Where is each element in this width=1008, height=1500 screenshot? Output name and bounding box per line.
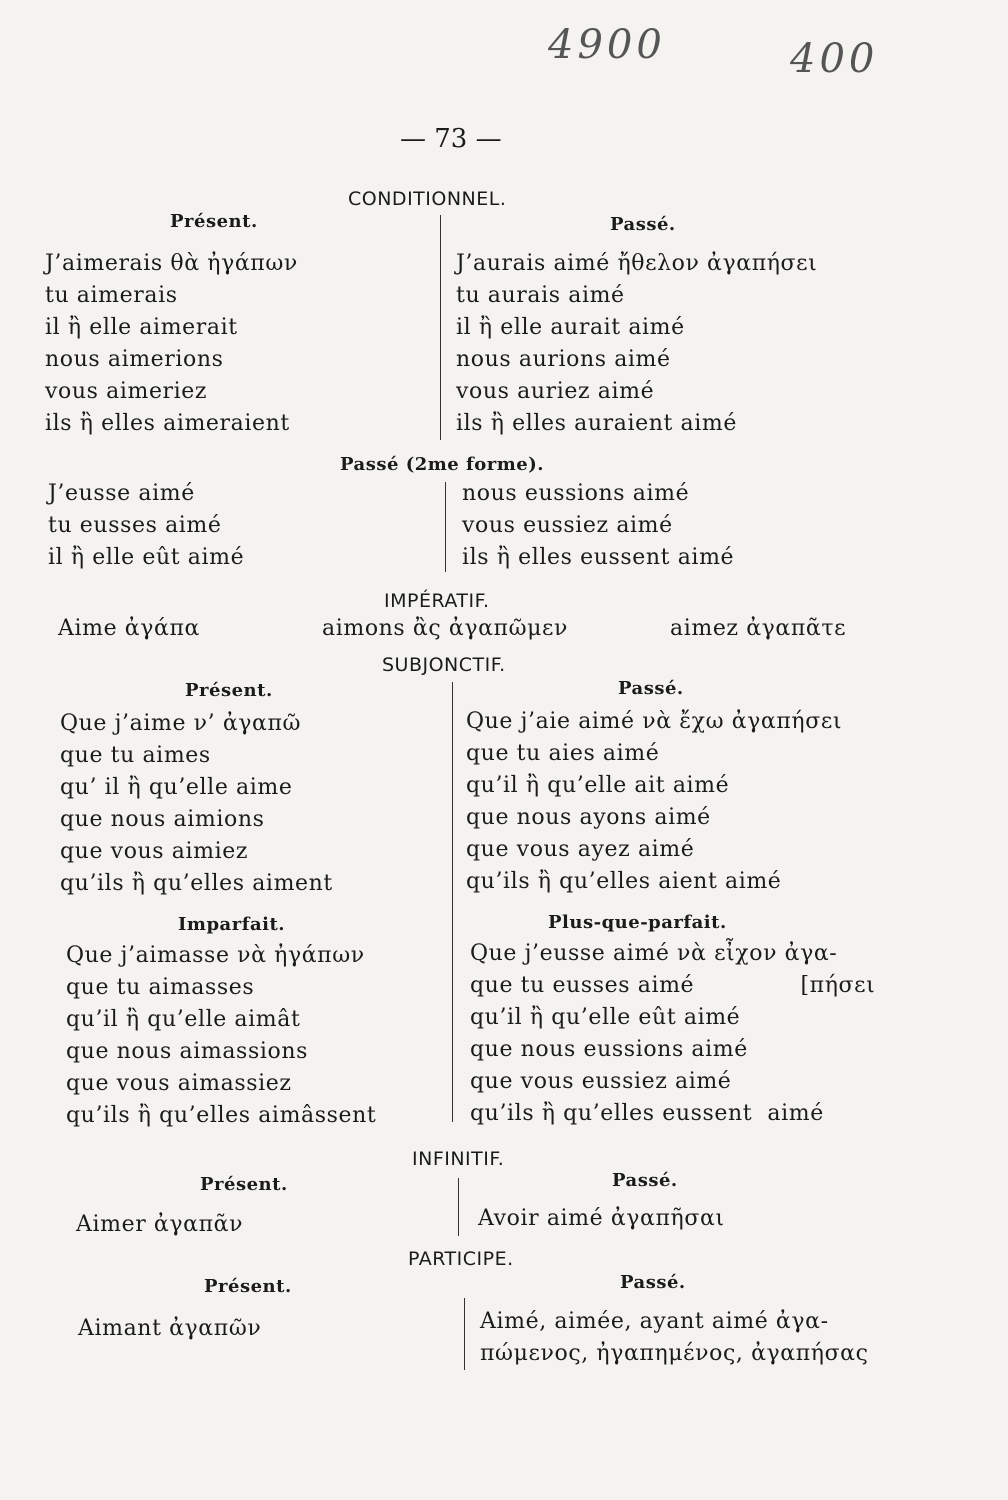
list-item: que tu aies aimé: [466, 741, 660, 766]
list-item: tu eusses aimé: [48, 513, 222, 538]
list-item: J’aurais aimé ἤθελον ἀγαπήσει: [456, 251, 818, 276]
list-item: nous eussions aimé: [462, 481, 690, 506]
column-divider: [445, 482, 446, 572]
list-item: qu’ils ἢ qu’elles aimâssent: [66, 1103, 377, 1128]
list-item: vous eussiez aimé: [462, 513, 673, 538]
list-item: que tu aimes: [60, 743, 211, 768]
handwritten-note-right: 400: [790, 36, 879, 82]
subjonctif-plusqueparfait-label: Plus-que-parfait.: [548, 912, 727, 933]
column-divider: [464, 1298, 465, 1370]
list-item: Que j’aimasse νὰ ἠγάπων: [66, 943, 365, 968]
list-item: tu aurais aimé: [456, 283, 625, 308]
passe-2e-forme-label: Passé (2me forme).: [340, 454, 545, 475]
passe2-right-list: [462, 478, 734, 574]
subjonctif-passe-label: Passé.: [618, 678, 684, 699]
conditionnel-heading: CONDITIONNEL.: [348, 188, 507, 210]
list-item: nous aurions aimé: [456, 347, 671, 372]
subjonctif-imparfait-list: [66, 940, 376, 1132]
list-item: que vous eussiez aimé: [470, 1069, 732, 1094]
list-item: qu’ils ἢ qu’elles aiment: [60, 871, 333, 896]
subjonctif-imparfait-label: Imparfait.: [178, 914, 286, 935]
list-item: que nous eussions aimé: [470, 1037, 748, 1062]
list-item: qu’ il ἢ qu’elle aime: [60, 775, 293, 800]
list-item: que tu eusses aimé [πήσει: [470, 973, 876, 998]
list-item: il ἢ elle eût aimé: [48, 545, 245, 570]
subjonctif-heading: SUBJONCTIF.: [382, 654, 506, 676]
list-item: que vous aimiez: [60, 839, 249, 864]
participe-heading: PARTICIPE.: [408, 1248, 514, 1270]
conditionnel-present-list: [45, 248, 298, 440]
imperatif-item: aimons ἂς ἀγαπῶμεν: [322, 616, 569, 641]
infinitif-present: Aimer ἀγαπᾶν: [76, 1212, 244, 1237]
list-item: tu aimerais: [45, 283, 178, 308]
subjonctif-present-list: [60, 708, 333, 900]
list-item: ils ἢ elles aimeraient: [45, 411, 290, 436]
participe-passe-list: [480, 1306, 869, 1370]
infinitif-heading: INFINITIF.: [412, 1148, 505, 1170]
conditionnel-passe-list: [456, 248, 817, 440]
imperatif-item: Aime ἀγάπα: [58, 616, 200, 641]
imperatif-item: aimez ἀγαπᾶτε: [670, 616, 847, 641]
participe-passe-label: Passé.: [620, 1272, 686, 1293]
subjonctif-passe-list: [466, 706, 842, 898]
infinitif-present-label: Présent.: [200, 1174, 288, 1195]
infinitif-passe-label: Passé.: [612, 1170, 678, 1191]
list-item: qu’il ἢ qu’elle aimât: [66, 1007, 301, 1032]
conditionnel-passe-label: Passé.: [610, 214, 676, 235]
infinitif-passe: Avoir aimé ἀγαπῆσαι: [478, 1206, 725, 1231]
list-item: que tu aimasses: [66, 975, 255, 1000]
list-item: qu’il ἢ qu’elle ait aimé: [466, 773, 730, 798]
list-item: J’eusse aimé: [48, 481, 195, 506]
list-item: Que j’aie aimé νὰ ἔχω ἀγαπήσει: [466, 709, 843, 734]
participe-present: Aimant ἀγαπῶν: [78, 1316, 262, 1341]
list-item: nous aimerions: [45, 347, 224, 372]
list-item: il ἢ elle aimerait: [45, 315, 238, 340]
list-item: il ἢ elle aurait aimé: [456, 315, 685, 340]
participe-present-label: Présent.: [204, 1276, 292, 1297]
column-divider: [440, 215, 441, 440]
subjonctif-plusqueparfait-list: [470, 938, 875, 1130]
list-item: que nous ayons aimé: [466, 805, 711, 830]
list-item: que vous aimassiez: [66, 1071, 292, 1096]
list-item: πώμενος, ἠγαπημένος, ἀγαπήσας: [480, 1341, 869, 1366]
column-divider: [452, 682, 453, 1122]
list-item: qu’ils ἢ qu’elles eussent aimé: [470, 1101, 824, 1126]
page-number: — 73 —: [400, 124, 502, 154]
list-item: Que j’eusse aimé νὰ εἶχον ἀγα-: [470, 941, 838, 966]
passe2-left-list: [48, 478, 244, 574]
list-item: Que j’aime ν’ ἀγαπῶ: [60, 711, 302, 736]
list-item: que nous aimassions: [66, 1039, 308, 1064]
column-divider: [458, 1178, 459, 1236]
list-item: ils ἢ elles auraient aimé: [456, 411, 737, 436]
list-item: que nous aimions: [60, 807, 265, 832]
list-item: Aimé, aimée, ayant aimé ἀγα-: [480, 1309, 829, 1334]
list-item: ils ἢ elles eussent aimé: [462, 545, 735, 570]
list-item: que vous ayez aimé: [466, 837, 695, 862]
list-item: vous auriez aimé: [456, 379, 655, 404]
list-item: J’aimerais θὰ ἠγάπων: [45, 251, 298, 276]
imperatif-heading: IMPÉRATIF.: [384, 590, 490, 612]
list-item: qu’il ἢ qu’elle eût aimé: [470, 1005, 741, 1030]
conditionnel-present-label: Présent.: [170, 211, 258, 232]
list-item: qu’ils ἢ qu’elles aient aimé: [466, 869, 782, 894]
list-item: vous aimeriez: [45, 379, 208, 404]
subjonctif-present-label: Présent.: [185, 680, 273, 701]
handwritten-note-left: 4900: [548, 22, 666, 68]
